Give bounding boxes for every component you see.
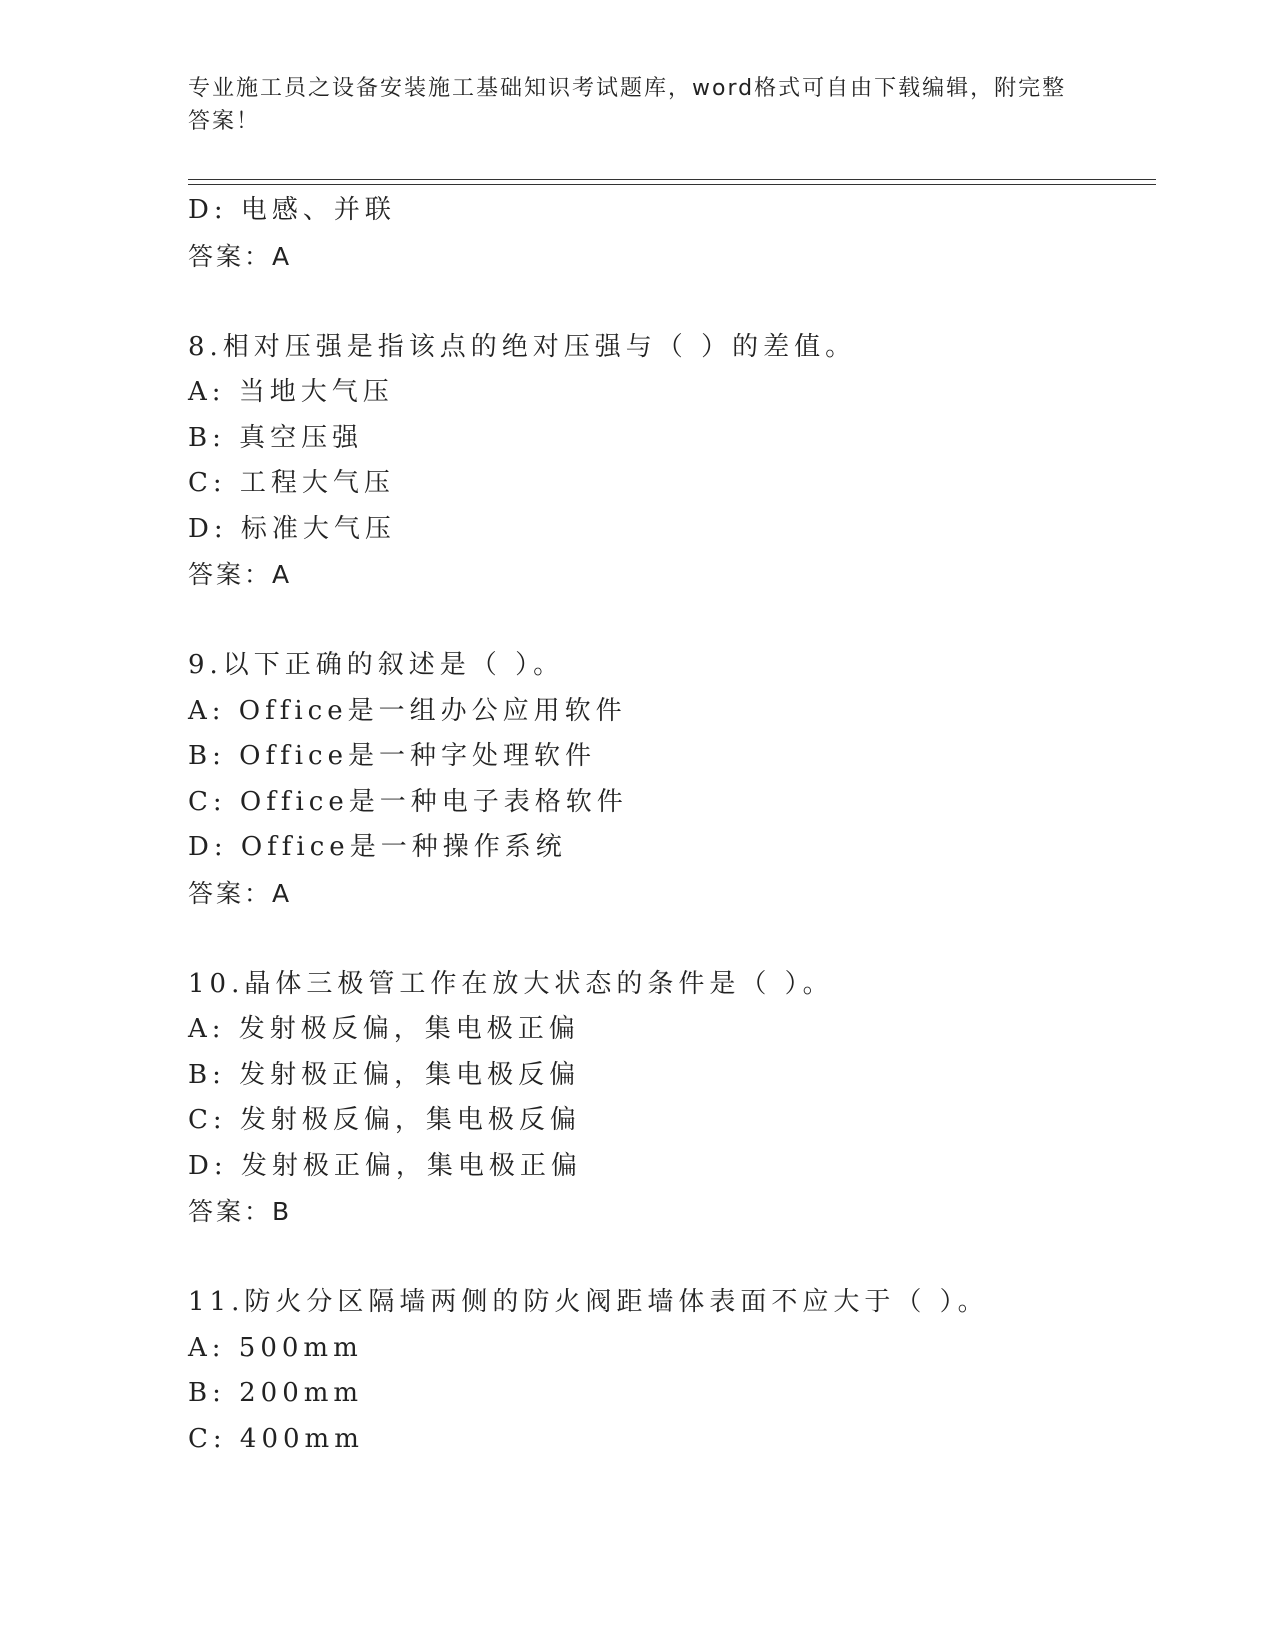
option-b: B: Office是一种字处理软件 xyxy=(188,741,596,771)
option-a: A: 当地大气压 xyxy=(188,377,394,407)
answer-line: 答案：A xyxy=(188,241,293,271)
answer-line: 答案：B xyxy=(188,1197,293,1226)
answer-line: 答案：A xyxy=(188,878,293,908)
option-d: D: Office是一种操作系统 xyxy=(188,832,567,862)
question-list xyxy=(188,188,1148,1462)
header-divider xyxy=(188,179,1156,185)
answer-line: 答案：A xyxy=(188,560,293,589)
option-b: B: 真空压强 xyxy=(188,422,364,453)
option-b: B: 发射极正偏，集电极反偏 xyxy=(188,1059,581,1090)
spacer xyxy=(188,916,1148,962)
question-stem: 10.晶体三极管工作在放大状态的条件是（ ）。 xyxy=(188,968,834,999)
option-a: A: 发射极反偏，集电极正偏 xyxy=(188,1014,580,1044)
option-c: C: 工程大气压 xyxy=(188,468,395,498)
option-d: D: 电感、并联 xyxy=(188,195,396,225)
question-stem: 8.相对压强是指该点的绝对压强与（ ）的差值。 xyxy=(188,331,857,362)
option-a: A: Office是一组办公应用软件 xyxy=(188,695,627,726)
option-b: B: 200mm xyxy=(188,1378,364,1408)
spacer xyxy=(188,1235,1148,1281)
option-c: C: 400mm xyxy=(188,1423,364,1454)
option-c: C: 发射极反偏，集电极反偏 xyxy=(188,1105,581,1135)
option-d: D: 标准大气压 xyxy=(188,513,396,544)
option-a: A: 500mm xyxy=(188,1332,363,1363)
page-header: 专业施工员之设备安装施工基础知识考试题库，word格式可自由下载编辑，附完整答案！ xyxy=(188,76,1067,134)
question-stem: 11.防火分区隔墙两侧的防火阀距墙体表面不应大于（ ）。 xyxy=(188,1287,989,1317)
spacer xyxy=(188,279,1148,325)
option-d: D: 发射极正偏，集电极正偏 xyxy=(188,1150,582,1181)
spacer xyxy=(188,598,1148,644)
option-c: C: Office是一种电子表格软件 xyxy=(188,786,628,817)
question-stem: 9.以下正确的叙述是（ ）。 xyxy=(188,650,565,680)
